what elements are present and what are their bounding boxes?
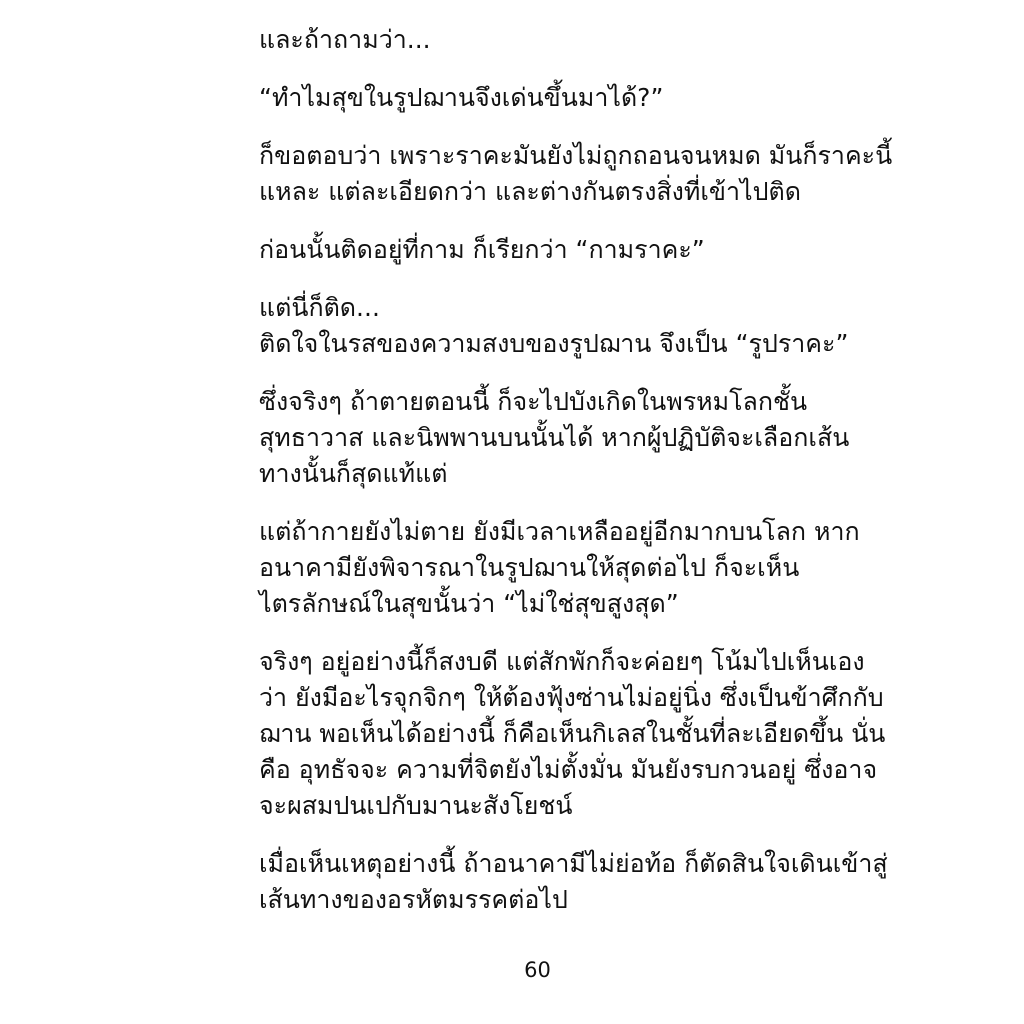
text-line: แต่นี่ก็ติด... [259,293,380,322]
paragraph [259,644,886,824]
paragraph [259,138,893,210]
text-line: จะผสมปนเปกับมานะสังโยชน์ [259,791,573,820]
text-line: ทางนั้นก็สุดแท้แต่ [259,459,448,488]
text-line: สุทธาวาส และนิพพานบนนั้นได้ หากผู้ปฏิบัติจะเลือกเส้น [259,423,850,452]
paragraph [259,846,888,918]
text-line: เส้นทางของอรหัตมรรคต่อไป [259,885,568,914]
paragraph [259,22,821,58]
text-line: ติดใจในรสของความสงบของรูปฌาน จึงเป็น “รูปราคะ” [259,329,849,358]
text-line: ฌาน พอเห็นได้อย่างนี้ ก็คือเห็นกิเลสในชั้นที่ละเอียดขึ้น นั่น [259,719,886,748]
text-line: คือ อุทธัจจะ ความที่จิตยังไม่ตั้งมั่น มันยังรบกวนอยู่ ซึ่งอาจ [259,755,878,784]
text-line: อนาคามียังพิจารณาในรูปฌานให้สุดต่อไป ก็จะเห็น [259,553,800,582]
text-line: ว่า ยังมีอะไรจุกจิกๆ ให้ต้องฟุ้งซ่านไม่อยู่นิ่ง ซึ่งเป็นข้าศึกกับ [259,683,884,712]
text-line: แต่ถ้ากายยังไม่ตาย ยังมีเวลาเหลืออยู่อีกมากบนโลก หาก [259,517,860,546]
paragraph [259,80,821,116]
text-line: เมื่อเห็นเหตุอย่างนี้ ถ้าอนาคามีไม่ย่อท้อ ก็ตัดสินใจเดินเข้าสู่ [259,849,888,878]
paragraph [259,514,860,622]
paragraph [259,384,850,492]
text-line: “ทำไมสุขในรูปฌานจึงเด่นขึ้นมาได้?” [259,83,664,112]
text-line: ซึ่งจริงๆ ถ้าตายตอนนี้ ก็จะไปบังเกิดในพรหมโลกชั้น [259,387,808,416]
text-line: และถ้าถามว่า... [259,25,431,54]
text-line: จริงๆ อยู่อย่างนี้ก็สงบดี แต่สักพักก็จะค่อยๆ โน้มไปเห็นเอง [259,647,865,676]
text-line: แหละ แต่ละเอียดกว่า และต่างกันตรงสิ่งที่เข้าไปติด [259,177,801,206]
text-line: ก็ขอตอบว่า เพราะราคะมันยังไม่ถูกถอนจนหมด มันก็ราคะนี้ [259,141,893,170]
paragraph [259,232,821,268]
page-number: 60 [524,958,551,982]
text-line: ไตรลักษณ์ในสุขนั้นว่า “ไม่ใช่สุขสูงสุด” [259,589,679,618]
text-line: ก่อนนั้นติดอยู่ที่กาม ก็เรียกว่า “กามราคะ” [259,235,705,264]
paragraph [259,290,849,362]
book-page-body [259,22,893,940]
